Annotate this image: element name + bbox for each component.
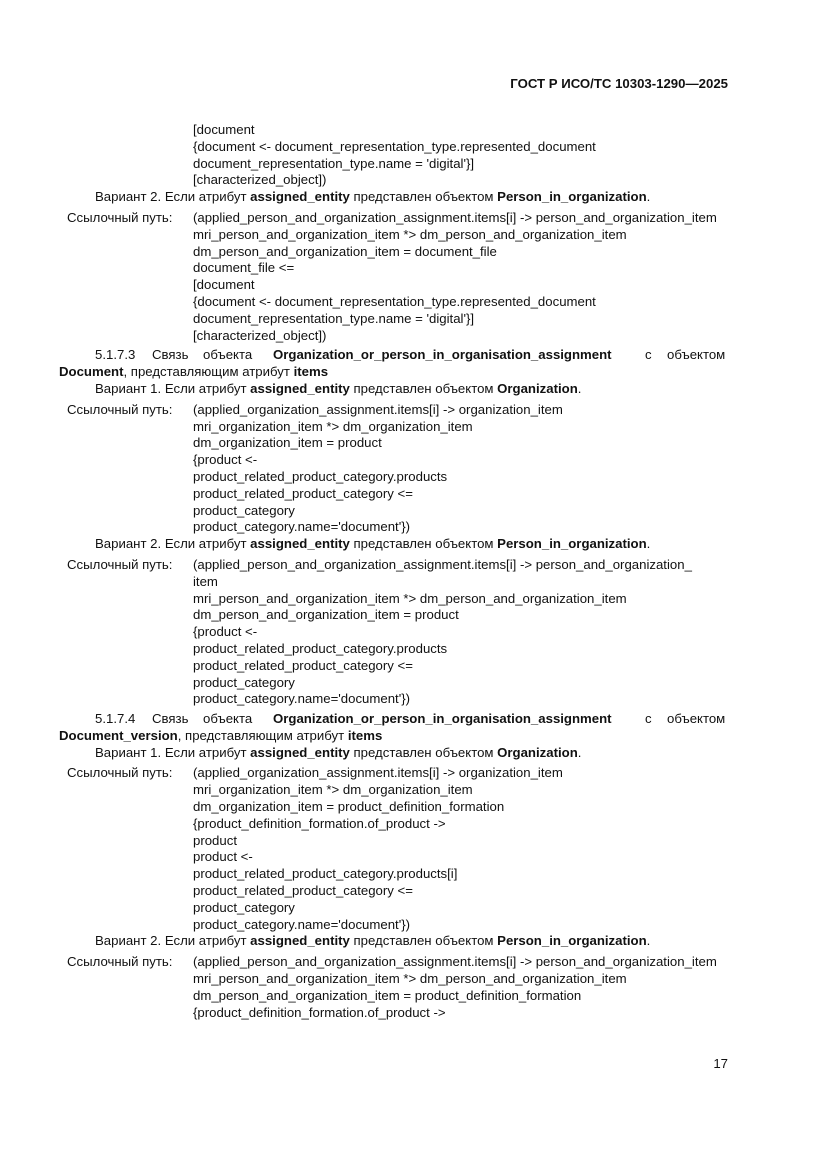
- code-line: product: [193, 832, 237, 848]
- code-line: product_related_product_category.products[i]: [193, 866, 458, 882]
- code-line: [characterized_object]): [193, 172, 327, 188]
- code-line: dm_organization_item = product: [193, 435, 382, 451]
- code-line: {document <- document_representation_type.represented_document: [193, 293, 596, 309]
- code-line: dm_person_and_organization_item = product: [193, 607, 459, 623]
- code-line: product_related_product_category <=: [193, 883, 413, 899]
- code-line: [characterized_object]): [193, 327, 327, 343]
- code-line: product <-: [193, 849, 253, 865]
- code-line: product_related_product_category.products: [193, 640, 448, 656]
- code-line: {product_definition_formation.of_product ->: [193, 815, 446, 831]
- code-line: item: [193, 573, 218, 589]
- code-line: (applied_person_and_organization_assignment.items[i] -> person_and_organization_item: [193, 209, 717, 225]
- code-line: mri_person_and_organization_item *> dm_person_and_organization_item: [193, 590, 627, 606]
- reference-path-d: [0, 765, 827, 933]
- page-number: 17: [713, 1056, 728, 1071]
- code-line: {product <-: [193, 624, 258, 640]
- code-line: document_file <=: [193, 260, 295, 276]
- clause-continuation: Document, представляющим атрибут items: [59, 364, 329, 380]
- code-line: product_category: [193, 674, 295, 690]
- code-line: (applied_person_and_organization_assignment.items[i] -> person_and_organization_: [193, 556, 692, 572]
- variant-line: Вариант 2. Если атрибут assigned_entity представлен объектом Person_in_organization.: [95, 189, 651, 205]
- reference-path-label: Ссылочный путь:: [67, 556, 173, 572]
- code-line: {product <-: [193, 452, 258, 468]
- reference-path-label: Ссылочный путь:: [67, 765, 173, 781]
- code-line: document_representation_type.name = 'digital'}]: [193, 310, 475, 326]
- reference-path-c: [0, 557, 827, 708]
- reference-path-e: [0, 954, 827, 1021]
- variant-line: Вариант 2. Если атрибут assigned_entity представлен объектом Person_in_organization.: [95, 933, 651, 949]
- code-line: dm_organization_item = product_definition_formation: [193, 799, 505, 815]
- code-line: product_category.name='document'}): [193, 519, 411, 535]
- variant-line: Вариант 1. Если атрибут assigned_entity представлен объектом Organization.: [95, 744, 582, 760]
- clause-continuation: Document_version, представляющим атрибут items: [59, 727, 383, 743]
- code-line: dm_person_and_organization_item = product_definition_formation: [193, 987, 582, 1003]
- reference-path-b: [0, 402, 827, 536]
- variant-line: Вариант 1. Если атрибут assigned_entity представлен объектом Organization.: [95, 380, 582, 396]
- code-line: product_category: [193, 502, 295, 518]
- code-line: product_category.name='document'}): [193, 916, 411, 932]
- code-line: {product_definition_formation.of_product ->: [193, 1004, 446, 1020]
- code-line: product_category: [193, 899, 295, 915]
- code-line: (applied_organization_assignment.items[i] -> organization_item: [193, 401, 563, 417]
- code-line: product_related_product_category <=: [193, 485, 413, 501]
- reference-path-a: [0, 210, 827, 344]
- code-line: mri_organization_item *> dm_organization_item: [193, 782, 473, 798]
- code-line: mri_person_and_organization_item *> dm_person_and_organization_item: [193, 971, 627, 987]
- code-line: product_category.name='document'}): [193, 691, 411, 707]
- clause-heading-5174: 5.1.7.4 Связь объекта Organization_or_person_in_organisation_assignment с объектом: [95, 711, 726, 727]
- clause-heading-5173: 5.1.7.3 Связь объекта Organization_or_person_in_organisation_assignment с объектом: [95, 347, 726, 363]
- code-line: mri_person_and_organization_item *> dm_person_and_organization_item: [193, 226, 627, 242]
- code-line: product_related_product_category.products: [193, 468, 448, 484]
- code-line: product_related_product_category <=: [193, 657, 413, 673]
- document-header: ГОСТ Р ИСО/ТС 10303-1290—2025: [510, 76, 728, 91]
- code-line: document_representation_type.name = 'digital'}]: [193, 155, 475, 171]
- code-line: (applied_person_and_organization_assignment.items[i] -> person_and_organization_item: [193, 954, 717, 970]
- code-block-top: [0, 122, 827, 189]
- reference-path-label: Ссылочный путь:: [67, 209, 173, 225]
- code-line: dm_person_and_organization_item = document_file: [193, 243, 497, 259]
- code-line: [document: [193, 122, 255, 137]
- reference-path-label: Ссылочный путь:: [67, 401, 173, 417]
- reference-path-label: Ссылочный путь:: [67, 954, 173, 970]
- code-line: [document: [193, 277, 255, 293]
- code-line: (applied_organization_assignment.items[i] -> organization_item: [193, 765, 563, 781]
- document-body: [0, 122, 827, 1021]
- variant-line: Вариант 2. Если атрибут assigned_entity представлен объектом Person_in_organization.: [95, 536, 651, 552]
- code-line: mri_organization_item *> dm_organization_item: [193, 418, 473, 434]
- code-line: {document <- document_representation_type.represented_document: [193, 138, 596, 154]
